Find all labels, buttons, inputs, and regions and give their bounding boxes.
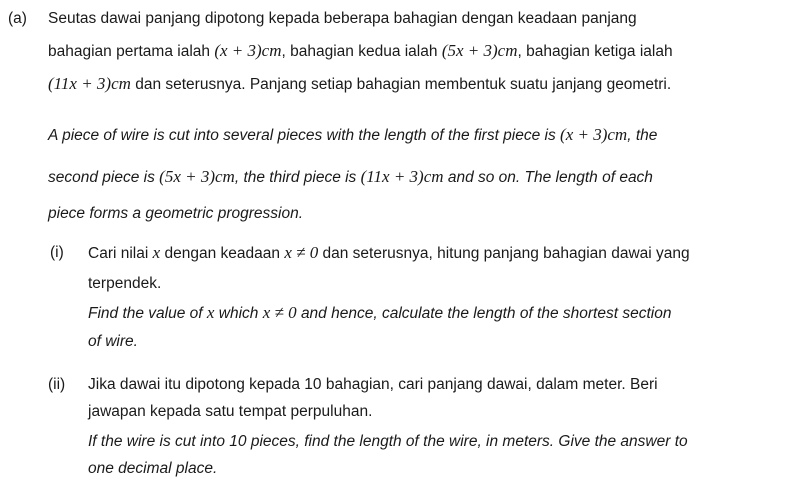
malay-text: , bahagian kedua ialah [281, 43, 438, 60]
expr-first-piece: (x + 3)cm [560, 125, 628, 144]
malay-text: jawapan kepada satu tempat perpuluhan. [88, 403, 373, 420]
english-text: one decimal place. [88, 460, 218, 477]
english-text: , the third piece is [234, 169, 357, 186]
part-i-english-line-1 [88, 302, 671, 325]
english-text: second piece is [48, 169, 155, 186]
english-intro-line-2 [48, 166, 653, 189]
part-ii-malay-line-2 [88, 401, 372, 423]
expr-first-piece: (x + 3)cm [214, 41, 282, 60]
malay-text: bahagian pertama ialah [48, 43, 211, 60]
malay-intro-line-1 [48, 8, 637, 30]
malay-intro-line-3 [48, 73, 671, 96]
malay-text: dengan keadaan [164, 245, 280, 262]
english-text: and hence, calculate the length of the shortest section [300, 305, 672, 322]
part-i-english-line-2 [88, 331, 138, 353]
part-ii-english-line-1 [88, 431, 688, 453]
part-ii-malay-line-1 [88, 374, 658, 396]
malay-text: Jika dawai itu dipotong kepada 10 bahagian, cari panjang dawai, dalam meter. Beri [88, 376, 658, 393]
malay-text: , bahagian ketiga ialah [517, 43, 673, 60]
expr-third-piece: (11x + 3)cm [360, 167, 444, 186]
english-text: piece forms a geometric progression. [48, 205, 304, 222]
part-i-label: (i) [50, 244, 64, 261]
malay-text: terpendek. [88, 275, 162, 292]
english-text: If the wire is cut into 10 pieces, find the length of the wire, in meters. Give the answer to [88, 433, 688, 450]
malay-intro-line-2 [48, 40, 673, 63]
variable-x: x [152, 243, 161, 262]
part-ii-english-line-2 [88, 458, 217, 480]
english-intro-line-3 [48, 203, 303, 225]
english-text: A piece of wire is cut into several pieces with the length of the first piece is [48, 127, 556, 144]
english-intro-line-1 [48, 124, 657, 147]
english-text: which [218, 305, 259, 322]
english-text: and so on. The length of each [443, 169, 653, 186]
malay-text: Cari nilai [88, 245, 149, 262]
part-i-malay-line-2 [88, 273, 161, 295]
malay-text: dan seterusnya, hitung panjang bahagian dawai yang [322, 245, 690, 262]
question-label: (a) [8, 10, 27, 27]
expr-second-piece: (5x + 3)cm [441, 41, 518, 60]
english-text: of wire. [88, 333, 138, 350]
expr-third-piece: (11x + 3)cm [48, 74, 131, 93]
expr-second-piece: (5x + 3)cm [159, 167, 235, 186]
malay-intro-text: Seutas dawai panjang dipotong kepada beberapa bahagian dengan keadaan panjang [48, 10, 637, 27]
variable-x: x [206, 303, 215, 322]
part-i-malay-line-1 [88, 242, 690, 265]
english-text: Find the value of [88, 305, 203, 322]
condition-x-not-zero: x ≠ 0 [262, 303, 297, 322]
part-ii-label: (ii) [48, 376, 66, 393]
malay-text: dan seterusnya. Panjang setiap bahagian membentuk suatu janjang geometri. [130, 76, 672, 93]
english-text: , the [627, 127, 658, 144]
condition-x-not-zero: x ≠ 0 [284, 243, 319, 262]
